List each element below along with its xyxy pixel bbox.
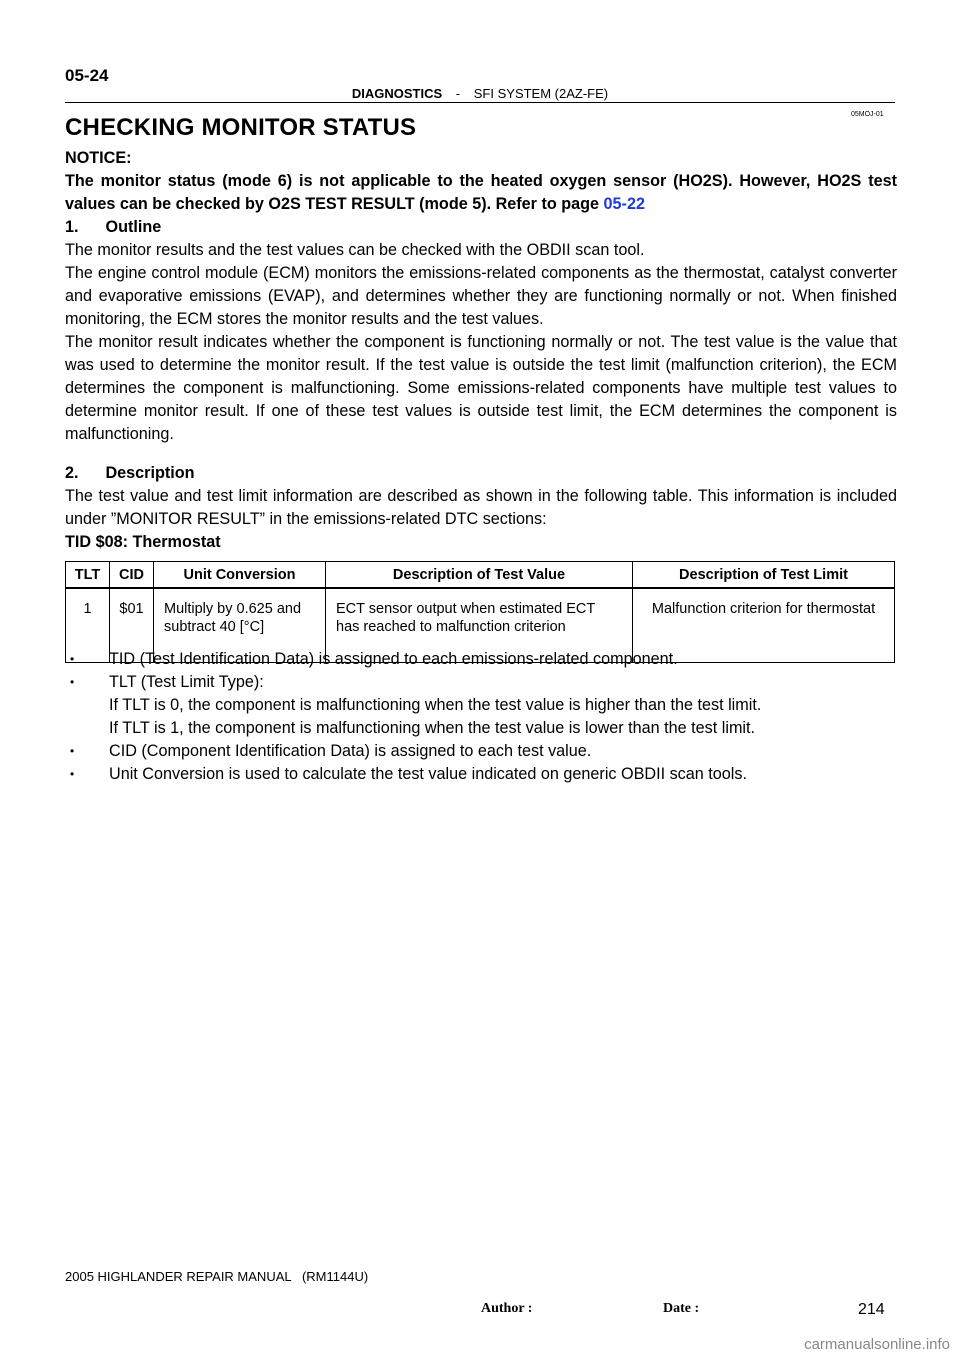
doc-code: 05MOJ-01 <box>851 111 884 118</box>
outline-paragraph-1: The monitor results and the test values can be checked with the OBDII scan tool. <box>65 241 645 259</box>
cell-test-limit: Malfunction criterion for thermostat <box>633 588 895 663</box>
author-label: Author : <box>481 1301 533 1316</box>
list-item <box>65 648 897 671</box>
list-item <box>65 740 897 763</box>
date-label: Date : <box>663 1301 700 1316</box>
header-tlt: TLT <box>66 562 110 589</box>
bullet-text: CID (Component Identification Data) is assigned to each test value. <box>109 742 592 760</box>
watermark: carmanualsonline.info <box>804 1336 950 1353</box>
running-header <box>0 86 960 101</box>
bullet-icon: • <box>70 767 75 781</box>
outline-paragraph-3: The monitor result indicates whether the component is functioning normally or not. The test value is the value that was used to determine the monitor result. If the test value is outside the test limit (malfunction criterion), the ECM determines the component is malfunctioning. Some emissions-related components have multiple test values to determine monitor result. If one of these test values is outside test limit, the ECM determines the component is malfunctioning. <box>65 333 897 443</box>
bullet-text: TID (Test Identification Data) is assigned to each emissions-related component. <box>109 650 678 668</box>
page-number: 214 <box>858 1301 885 1318</box>
outline-paragraph-2: The engine control module (ECM) monitors the emissions-related components as the thermostat, catalyst converter and evaporative emissions (EVAP), and determines whether they are functioning normally or not. When finished monitoring, the ECM stores the monitor results and the test values. <box>65 264 897 328</box>
value-line-1: ECT sensor output when estimated ECT <box>336 601 596 617</box>
notice-page-link[interactable]: 05-22 <box>603 195 645 213</box>
header-test-limit: Description of Test Limit <box>633 562 895 589</box>
value-line-2: has reached to malfunction criterion <box>336 619 566 635</box>
header-separator: - <box>455 86 461 101</box>
bullet-icon: • <box>70 652 75 666</box>
bullet-icon: • <box>70 675 75 689</box>
table-header-row <box>66 562 895 589</box>
notice-text: The monitor status (mode 6) is not applicable to the heated oxygen sensor (HO2S). However, HO2S test values can be checked by O2S TEST RESULT (mode 5). Refer to page <box>65 172 897 213</box>
list-item <box>65 763 897 786</box>
header-section: DIAGNOSTICS <box>351 86 443 101</box>
unit-line-1: Multiply by 0.625 and <box>164 601 302 617</box>
list-item <box>65 671 897 694</box>
list-subitem <box>65 694 897 717</box>
notice-block <box>65 170 897 216</box>
bullet-subtext: If TLT is 0, the component is malfunctioning when the test value is higher than the test limit. <box>109 696 762 714</box>
cell-tlt: 1 <box>66 588 110 663</box>
list-subitem <box>65 717 897 740</box>
unit-line-2: subtract 40 [°C] <box>164 619 265 635</box>
tid-heading: TID $08: Thermostat <box>65 533 221 551</box>
bullet-text: TLT (Test Limit Type): <box>109 673 264 691</box>
notice-label: NOTICE: <box>65 149 132 167</box>
manual-footer: 2005 HIGHLANDER REPAIR MANUAL (RM1144U) <box>65 1269 369 1284</box>
bullet-icon: • <box>70 744 75 758</box>
header-subsection: SFI SYSTEM (2AZ-FE) <box>473 86 609 101</box>
outline-heading: 1. Outline <box>65 218 162 236</box>
bullet-subtext: If TLT is 1, the component is malfunctioning when the test value is lower than the test limit. <box>109 719 756 737</box>
header-unit-conversion: Unit Conversion <box>154 562 326 589</box>
bullet-text: Unit Conversion is used to calculate the test value indicated on generic OBDII scan tools. <box>109 765 747 783</box>
description-paragraph: The test value and test limit information are described as shown in the following table. This information is included under ”MONITOR RESULT” in the emissions-related DTC sections: <box>65 487 897 528</box>
header-test-value: Description of Test Value <box>326 562 633 589</box>
description-heading: 2. Description <box>65 464 195 482</box>
header-cid: CID <box>110 562 154 589</box>
page-code: 05-24 <box>65 66 109 85</box>
header-rule <box>65 102 895 103</box>
cell-cid: $01 <box>110 588 154 663</box>
page-title: CHECKING MONITOR STATUS <box>65 114 417 141</box>
